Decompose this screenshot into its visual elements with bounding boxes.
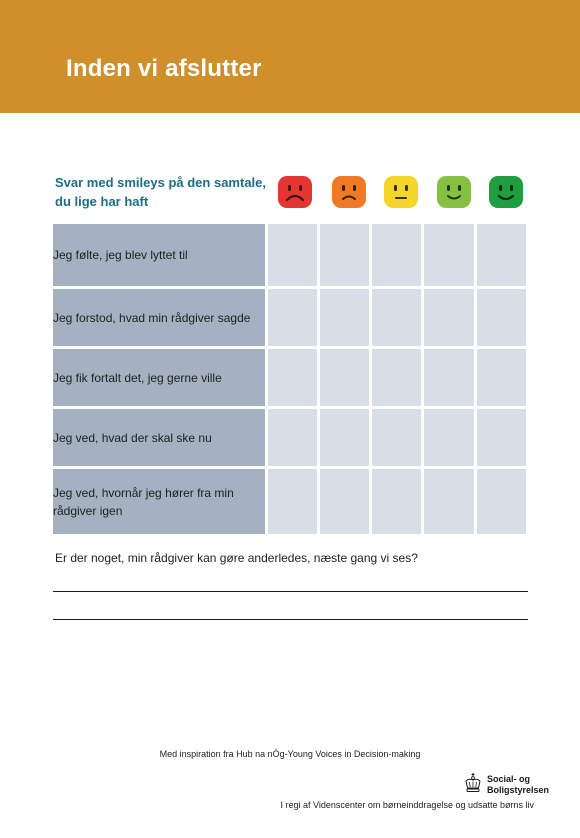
- rating-cell[interactable]: [424, 224, 473, 286]
- instruction-line-1: Svar med smileys på den samtale,: [55, 175, 266, 190]
- question-label: Jeg fik fortalt det, jeg gerne ville: [53, 349, 265, 406]
- table-row: [53, 469, 526, 534]
- answer-line[interactable]: [53, 619, 528, 620]
- rating-cell[interactable]: [320, 289, 369, 346]
- rating-cell[interactable]: [268, 469, 317, 534]
- rating-cell[interactable]: [372, 409, 421, 466]
- rating-cell[interactable]: [268, 224, 317, 286]
- rating-cell[interactable]: [320, 409, 369, 466]
- rating-cell[interactable]: [320, 469, 369, 534]
- rating-cell[interactable]: [477, 349, 526, 406]
- rating-cell[interactable]: [268, 409, 317, 466]
- happy-face-icon: [436, 175, 472, 209]
- table-row: [53, 224, 526, 286]
- page-title: Inden vi afslutter: [66, 55, 262, 82]
- rating-cell[interactable]: [477, 224, 526, 286]
- rating-cell[interactable]: [320, 349, 369, 406]
- question-label: Jeg ved, hvornår jeg hører fra min rådgiver igen: [53, 469, 265, 534]
- open-question-label: Er der noget, min rådgiver kan gøre anderledes, næste gang vi ses?: [55, 551, 418, 565]
- question-label: Jeg følte, jeg blev lyttet til: [53, 224, 265, 286]
- question-label: Jeg forstod, hvad min rådgiver sagde: [53, 289, 265, 346]
- table-row: [53, 349, 526, 406]
- header-banner: [0, 0, 580, 113]
- logo-wordmark: [487, 774, 549, 796]
- rating-cell[interactable]: [424, 409, 473, 466]
- agency-logo: [463, 772, 550, 798]
- rating-cell[interactable]: [424, 349, 473, 406]
- sad-face-icon: [331, 175, 367, 209]
- very-happy-face-icon: [488, 175, 524, 209]
- rating-cell[interactable]: [477, 469, 526, 534]
- neutral-face-icon: [383, 175, 419, 209]
- table-row: [53, 409, 526, 466]
- survey-instruction: [55, 173, 270, 211]
- rating-cell[interactable]: [268, 349, 317, 406]
- rating-cell[interactable]: [372, 289, 421, 346]
- logo-line-1: Social- og: [487, 774, 531, 784]
- crown-icon: [463, 772, 483, 794]
- rating-cell[interactable]: [268, 289, 317, 346]
- rating-cell[interactable]: [424, 469, 473, 534]
- rating-table: [50, 221, 529, 537]
- inspiration-credit: Med inspiration fra Hub na nÓg-Young Voices in Decision-making: [159, 749, 421, 759]
- rating-cell[interactable]: [477, 409, 526, 466]
- rating-cell[interactable]: [372, 224, 421, 286]
- rating-cell[interactable]: [372, 469, 421, 534]
- very-sad-face-icon: [277, 175, 313, 209]
- table-row: [53, 289, 526, 346]
- rating-cell[interactable]: [477, 289, 526, 346]
- footer-subtitle: I regi af Videnscenter om børneinddragelse og udsatte børns liv: [280, 800, 534, 810]
- rating-cell[interactable]: [320, 224, 369, 286]
- rating-cell[interactable]: [424, 289, 473, 346]
- answer-line[interactable]: [53, 591, 528, 592]
- instruction-line-2: du lige har haft: [55, 194, 149, 209]
- question-label: Jeg ved, hvad der skal ske nu: [53, 409, 265, 466]
- rating-cell[interactable]: [372, 349, 421, 406]
- logo-line-2: Boligstyrelsen: [487, 785, 550, 795]
